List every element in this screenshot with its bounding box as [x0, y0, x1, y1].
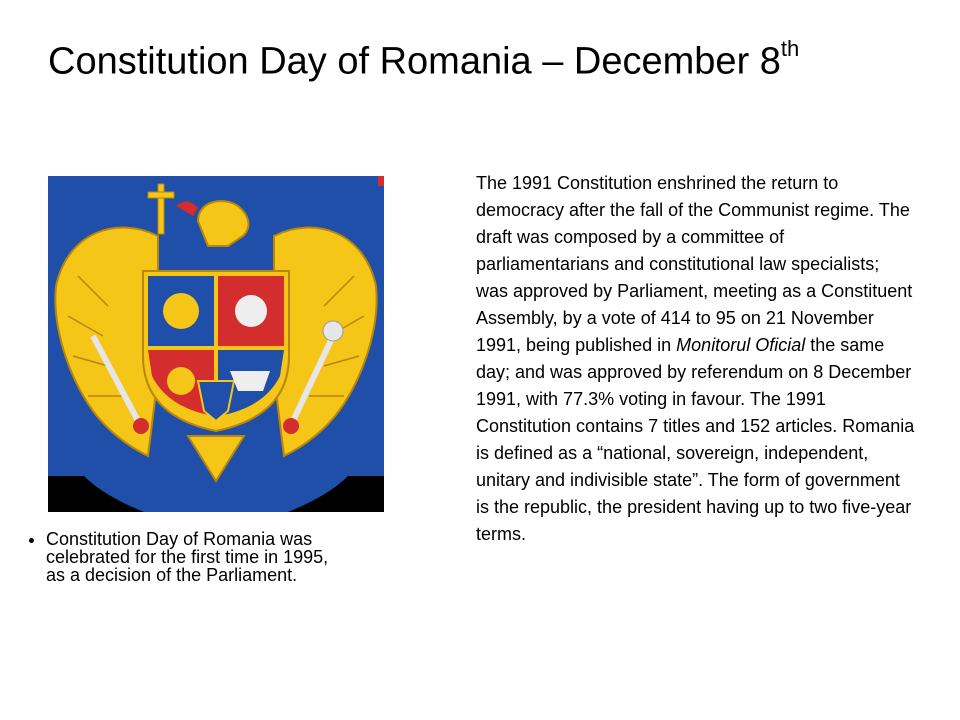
paragraph-text-2: the same day; and was approved by referendum on 8 December 1991, with 77.3% voting in favour. The 1991 Constitution contains 7 titles and 152 articles. Romania is defined as a “national, sovereign, independent, unitary and indivisible state”. The form of government is the republic, the president having up to two five-year terms. — [476, 335, 915, 544]
slide-title — [48, 36, 800, 84]
shield — [143, 271, 289, 431]
bullet-item: • Constitution Day of Romania was celebrated for the first time in 1995, as a decision of the Parliament. — [46, 530, 340, 584]
coat-of-arms-image — [48, 176, 384, 512]
slide-title-superscript: th — [780, 36, 800, 61]
paragraph-text-1: The 1991 Constitution enshrined the return to democracy after the fall of the Communist regime. The draft was composed by a committee of parliamentarians and constitutional law specialists; was approved by Parliament, meeting as a Constituent Assembly, by a vote of 414 to 95 on 21 November 1991, being published in — [476, 173, 913, 355]
paragraph-italic: Monitorul Oficial — [676, 335, 806, 355]
bullet-list — [20, 530, 340, 584]
slide-title-text: Constitution Day of Romania – December 8 — [48, 40, 781, 83]
body-paragraph — [476, 170, 916, 548]
